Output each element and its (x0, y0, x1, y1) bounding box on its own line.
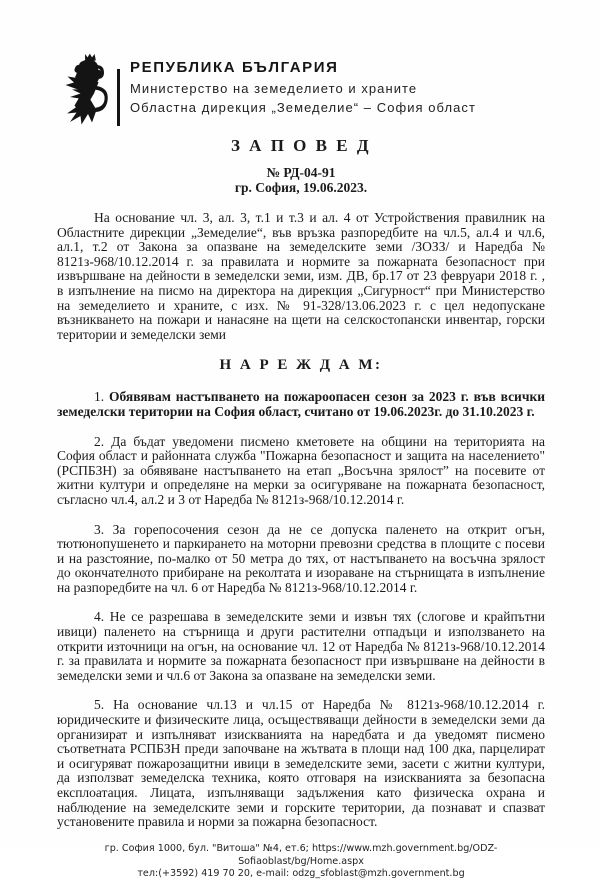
order-heading: Н А Р Е Ж Д А М: (219, 357, 383, 374)
ministry-name: Министерство на земеделието и храните (130, 81, 418, 96)
item-text: Не се разрешава в земеделските земи и извън тях (слогове и крайпътни ивици) паленето на стърнища и други растителни отпадъци и използването на открити източници на огън, на основание чл. 12 от Наредба № 8121з-968/10.12.2014 г. за правилата и нормите за пожарната безопасност при извършване на дейности в земеделски земи и чл.6 от Закона за опазване на земеделски земи. (57, 609, 546, 683)
letterhead-footer (57, 843, 545, 881)
document-place-date: гр. София, 19.06.2023. (234, 180, 368, 195)
item-number: 4. (94, 609, 105, 625)
order-item-2 (57, 435, 545, 508)
item-number: 2. (94, 433, 105, 449)
order-item-3 (57, 523, 545, 596)
item-text: Обявявам настъпването на пожароопасен сезон за 2023 г. във всички земеделски територии на София област, считано от 19.06.2023г. до 31.10.2023 г. (57, 389, 546, 419)
item-number: 3. (94, 521, 105, 537)
order-item-4 (57, 610, 545, 683)
item-number: 1. (94, 389, 105, 405)
order-item-5 (57, 698, 545, 829)
directorate-name: Областна дирекция „Земеделие“ – София област (130, 100, 476, 115)
item-number: 5. (94, 697, 105, 713)
footer-phone-email: тел:(+3592) 419 70 20, e-mail: odzg_sfoblast@mzh.government.bg (137, 868, 465, 880)
item-text: Да бъдат уведомени писмено кметовете на общини на територията на София област и районната служба "Пожарна безопасност и защита на населението" (РСПБЗН) за обявяване настъпването на етап „Восъчна зрялост” на посевите от житни култури и определяне на мерки за осигуряване на пожарната безопасност, съгласно чл.4, ал.2 и 3 от Наредба № 8121з-968/10.12.2014 г. (57, 433, 545, 507)
country-name: РЕПУБЛИКА БЪЛГАРИЯ (130, 59, 339, 76)
order-item-1 (57, 390, 545, 419)
item-text: На основание чл.13 и чл.15 от Наредба № 8121з-968/10.12.2014 г. юридическите и физическите лица, осъществяващи дейности в земеделски земи да организират и изпълняват изискванията на наредбата и да уведомят писмено съответната РСПБЗН преди започване на жътвата в площи над 100 дка, парцелират и осигуряват пожарозащитни ивици в земеделските земи, засети с житни култури, да използват земеделска техника, която отговаря на изискванията за безопасна експлоатация. Лицата, изпълняващи задължения като физическа охрана и наблюдение на земеделските земи и горските територии, да познават и спазват установените правила и норми за пожарна безопасност. (57, 697, 545, 830)
footer-address-url: гр. София 1000, бул. "Витоша" №4, ет.6; https://www.mzh.government.bg/ODZ-Sofiaoblast/bg/Home.aspx (104, 843, 498, 867)
document-title: З А П О В Е Д (230, 136, 372, 155)
document-number: № РД-04-91 (266, 165, 336, 180)
preamble-paragraph: На основание чл. 3, ал. 3, т.1 и т.3 и ал. 4 от Устройствения правилник на Областните дирекции „Земеделие“, във връзка разпоредбите на чл.5, ал.4 и чл.6, ал.1, т.2 от Закона за опазване на земеделските земи /ЗОЗЗ/ и Наредба № 8121з-968/10.12.2014 г. за правилата и нормите за пожарната безопасност при извършване на дейности в земеделски земи, изм. ДВ, бр.17 от 23 февруари 2018 г. , в изпълнение на писмо на директора на дирекция „Сигурност“ при Министерство на земеделието и храните, с изх. № 91-328/13.06.2023 г. с цел недопускане възникването на пожари и нанасяне на щети на селскостопански инвентар, горски територии и земеделски земи (57, 210, 545, 342)
item-text: За горепосочения сезон да не се допуска паленето на открит огън, тютюнопушенето и паркирането на моторни превозни средства в площите с посеви и на разстояние, по-малко от 50 метра до тях, от настъпването на восъчна зрялост до окончателното прибиране на реколтата и изораване на стърнищата в изпълнение на разпоредбите на чл. 6 от Наредба № 8121з-968/10.12.2014 г. (57, 521, 545, 595)
